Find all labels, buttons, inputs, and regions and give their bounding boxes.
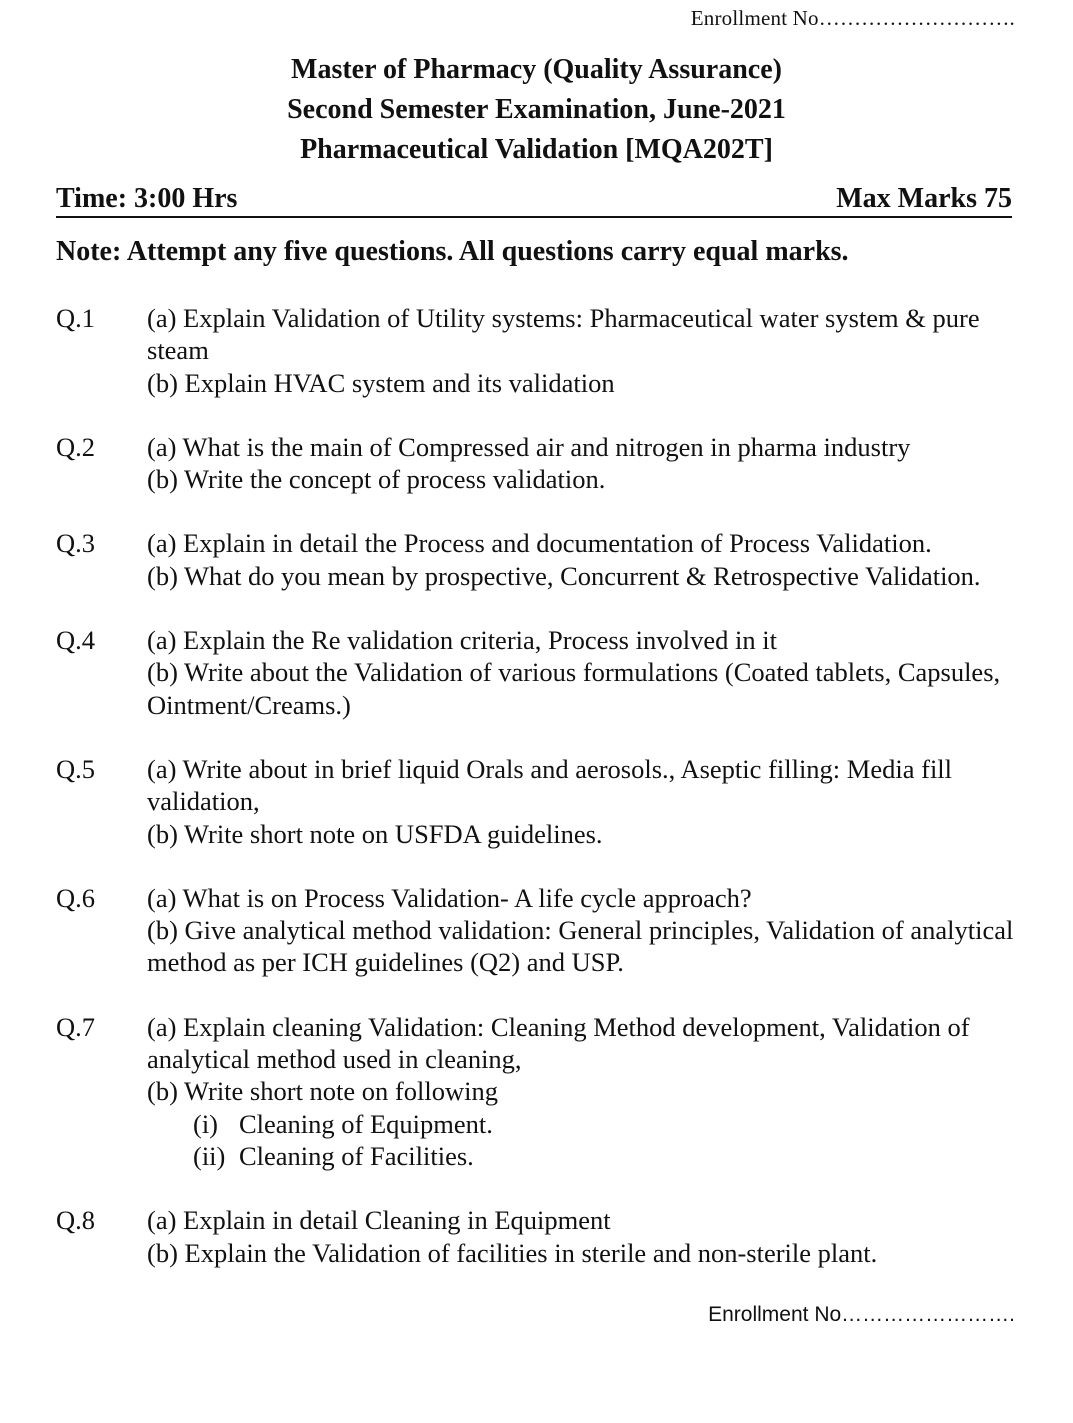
question-part-b: (b) Write the concept of process validation. — [147, 464, 606, 495]
sub-item-mark: (i) — [193, 1108, 219, 1139]
sub-item-mark: (ii) — [193, 1140, 226, 1171]
exam-header — [0, 50, 1073, 170]
program-title: Master of Pharmacy (Quality Assurance) — [291, 54, 782, 85]
question-number: Q.5 — [56, 753, 96, 784]
question-part-b: (b) Write short note on following — [147, 1076, 498, 1107]
question-part-a: (a) Explain in detail Cleaning in Equipment — [147, 1205, 611, 1236]
question-number: Q.4 — [56, 625, 96, 656]
question-part-a: (a) Explain in detail the Process and documentation of Process Validation. — [147, 528, 932, 559]
question-part-a: (a) What is on Process Validation- A life cycle approach? — [147, 882, 752, 913]
question-1 — [56, 302, 1016, 399]
enrollment-number-top: Enrollment No………………………. — [690, 6, 1015, 30]
max-marks-label: Max Marks 75 — [836, 183, 1012, 214]
question-5 — [56, 753, 1016, 850]
question-number: Q.7 — [56, 1011, 96, 1042]
question-6 — [56, 882, 1016, 979]
sub-item-text: Cleaning of Facilities. — [239, 1140, 474, 1171]
question-part-a: (a) What is the main of Compressed air and nitrogen in pharma industry — [147, 431, 911, 462]
question-number: Q.1 — [56, 303, 96, 333]
question-number: Q.2 — [56, 431, 96, 462]
question-part-b: (b) Write about the Validation of various formulations (Coated tablets, Capsules, Ointment/Creams.) — [147, 657, 1001, 720]
question-number: Q.3 — [56, 528, 96, 559]
enrollment-number-bottom: Enrollment No……………………. — [708, 1303, 1015, 1326]
question-8 — [56, 1204, 1016, 1269]
exam-title: Second Semester Examination, June-2021 — [287, 94, 786, 125]
question-list — [56, 302, 1016, 1301]
question-part-a: (a) Explain the Re validation criteria, Process involved in it — [147, 625, 777, 656]
time-marks-row — [56, 182, 1012, 218]
sub-item — [147, 1108, 1016, 1140]
question-number: Q.8 — [56, 1205, 96, 1236]
question-part-b: (b) Explain the Validation of facilities in sterile and non-sterile plant. — [147, 1237, 878, 1268]
question-part-b: (b) What do you mean by prospective, Concurrent & Retrospective Validation. — [147, 560, 981, 591]
subject-title: Pharmaceutical Validation [MQA202T] — [300, 134, 773, 165]
question-3 — [56, 527, 1016, 592]
question-part-a: (a) Explain cleaning Validation: Cleaning Method development, Validation of analytical method used in cleaning, — [147, 1011, 970, 1075]
question-2 — [56, 431, 1016, 496]
sub-item — [147, 1140, 1016, 1172]
question-part-a: (a) Write about in brief liquid Orals and aerosols., Aseptic filling: Media fill validation, — [147, 753, 953, 817]
instructions-note: Note: Attempt any five questions. All questions carry equal marks. — [56, 236, 849, 267]
time-label: Time: 3:00 Hrs — [56, 183, 238, 214]
question-part-a: (a) Explain Validation of Utility systems: Pharmaceutical water system & pure steam — [147, 303, 980, 366]
question-part-b: (b) Explain HVAC system and its validation — [147, 367, 615, 398]
sub-item-text: Cleaning of Equipment. — [239, 1108, 493, 1139]
question-number: Q.6 — [56, 882, 96, 913]
question-part-b: (b) Write short note on USFDA guidelines. — [147, 818, 603, 849]
question-7 — [56, 1011, 1016, 1172]
question-4 — [56, 624, 1016, 721]
question-part-b: (b) Give analytical method validation: General principles, Validation of analytical method as per ICH guidelines (Q2) and USP. — [147, 915, 1014, 978]
